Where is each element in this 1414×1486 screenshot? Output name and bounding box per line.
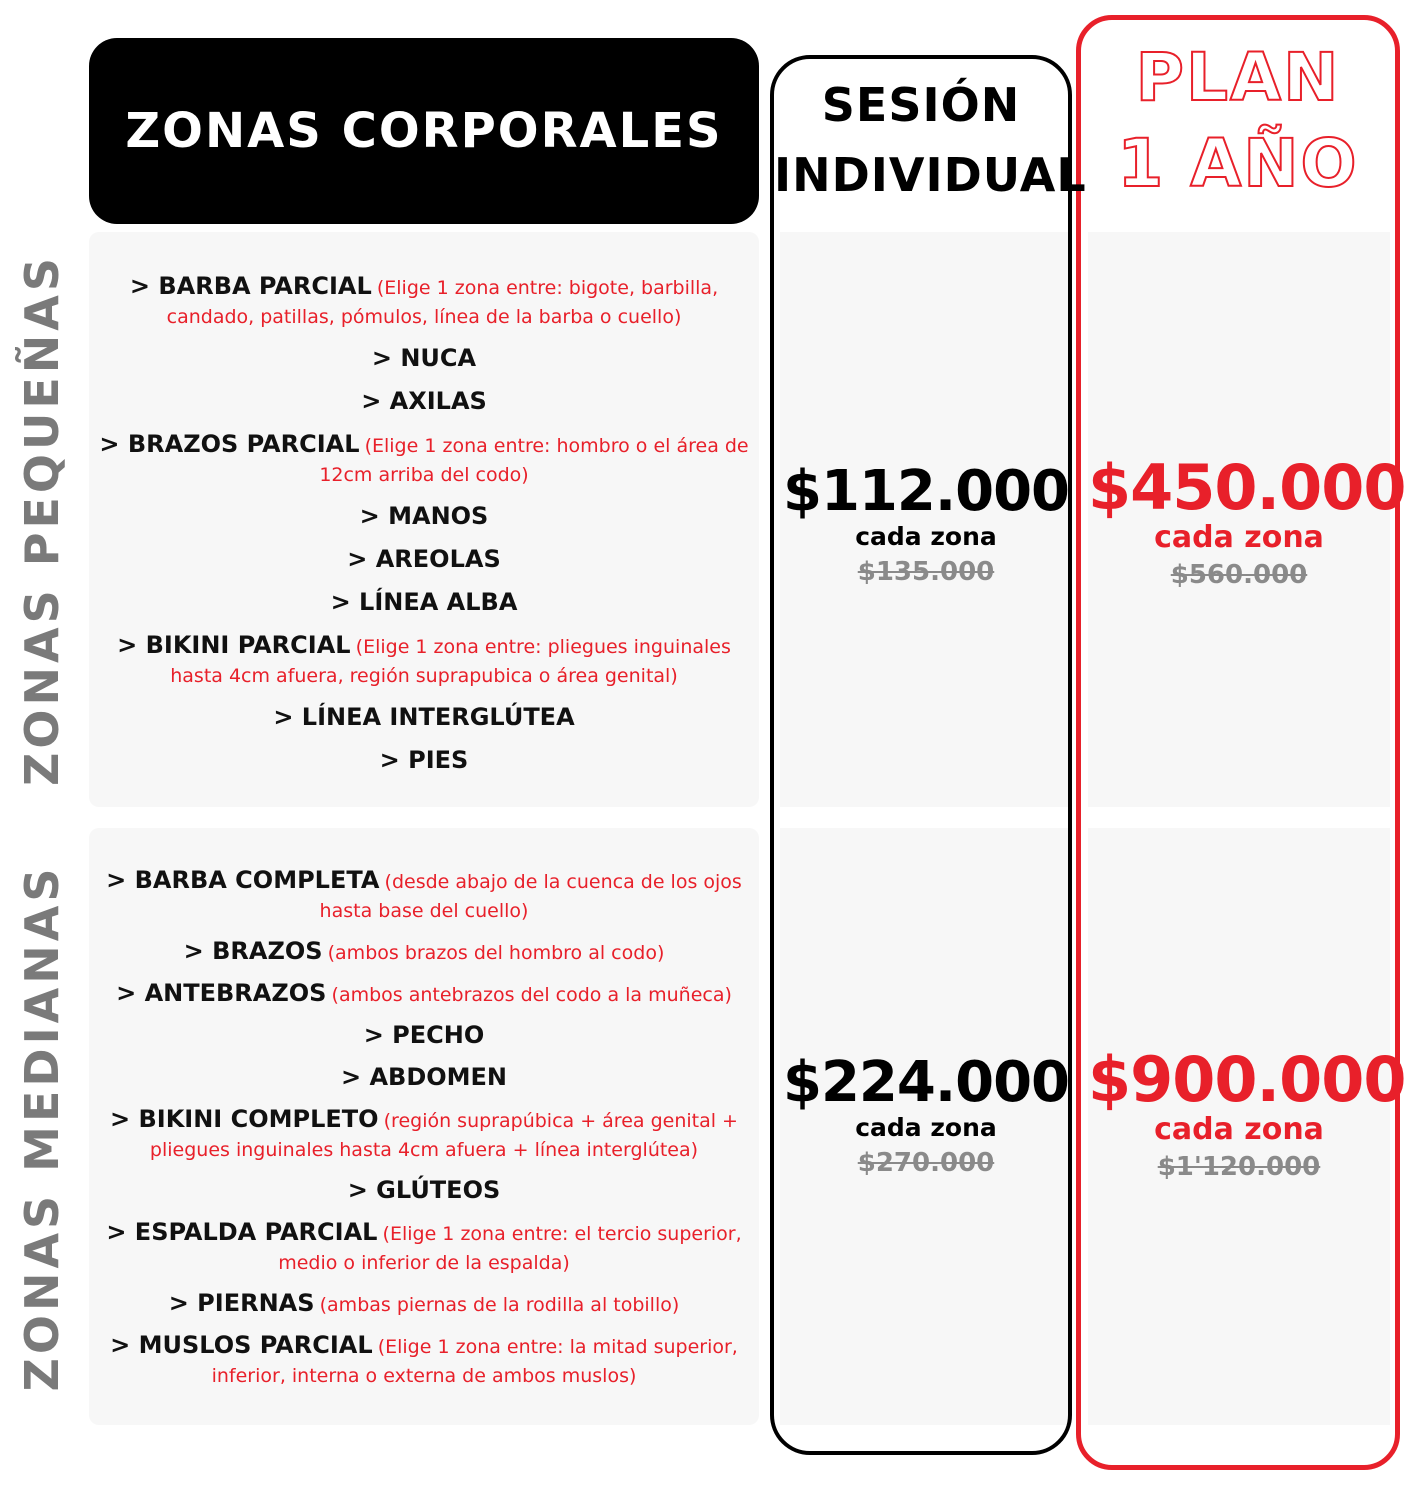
list-item	[93, 631, 755, 691]
individual-session-column	[770, 55, 1087, 1455]
plan-heading-line-2: 1 AÑO	[1117, 125, 1359, 202]
list-item	[93, 1218, 755, 1278]
list-item	[93, 1063, 755, 1094]
list-item	[93, 430, 755, 490]
individual-heading-line-1: SESIÓN	[821, 78, 1021, 132]
zone-name: > BARBA COMPLETA	[106, 866, 380, 894]
price-value: $900.000	[1088, 1043, 1406, 1116]
zone-name: > BRAZOS	[183, 937, 323, 965]
price-value: $450.000	[1088, 451, 1406, 524]
zone-name: > LÍNEA ALBA	[330, 588, 518, 616]
list-item	[93, 588, 755, 619]
list-item	[93, 746, 755, 777]
zone-note: (ambos antebrazos del codo a la muñeca)	[331, 984, 732, 1006]
price-unit: cada zona	[855, 1113, 997, 1142]
list-item	[93, 545, 755, 576]
old-price: $1'120.000	[1157, 1152, 1321, 1182]
medium-zones-list	[93, 866, 755, 1402]
zone-name: > PIERNAS	[168, 1289, 315, 1317]
zone-name: > AXILAS	[361, 387, 487, 415]
zone-name: > GLÚTEOS	[347, 1176, 501, 1204]
price-unit: cada zona	[1154, 520, 1324, 555]
plan-year-heading	[1080, 35, 1396, 207]
zone-name: > MUSLOS PARCIAL	[110, 1331, 373, 1359]
zone-note: (ambas piernas de la rodilla al tobillo)	[319, 1294, 680, 1316]
old-price: $560.000	[1170, 560, 1308, 590]
price-value: $224.000	[782, 1050, 1070, 1115]
zone-name: > PECHO	[363, 1021, 485, 1049]
medium-plan-price	[1088, 1043, 1406, 1187]
plan-year-column	[1076, 15, 1406, 1470]
zone-name: > BRAZOS PARCIAL	[99, 430, 360, 458]
zone-name: > BARBA PARCIAL	[129, 272, 372, 300]
list-item	[93, 387, 755, 418]
list-item	[93, 979, 755, 1010]
zone-note: (Elige 1 zona entre: el tercio superior, medio o inferior de la espalda)	[278, 1223, 742, 1274]
zone-name: > ANTEBRAZOS	[116, 979, 327, 1007]
price-value: $112.000	[782, 459, 1070, 524]
plan-heading-line-1: PLAN	[1135, 39, 1341, 116]
zone-name: > NUCA	[371, 344, 477, 372]
small-zones-side-label: ZONAS PEQUEÑAS	[15, 254, 69, 786]
list-item	[93, 1289, 755, 1320]
small-zones-list	[93, 272, 755, 789]
zone-note: (Elige 1 zona entre: la mitad superior, inferior, interna o externa de ambos muslos)	[211, 1336, 738, 1387]
medium-individual-price	[780, 1050, 1072, 1183]
zone-name: > AREOLAS	[347, 545, 501, 573]
list-item	[93, 1331, 755, 1391]
old-price: $270.000	[857, 1148, 995, 1178]
zone-name: > BIKINI PARCIAL	[117, 631, 351, 659]
list-item	[93, 344, 755, 375]
price-unit: cada zona	[855, 522, 997, 551]
individual-session-heading	[774, 70, 1087, 210]
list-item	[93, 866, 755, 926]
small-individual-price	[780, 459, 1072, 592]
list-item	[93, 1105, 755, 1165]
zone-name: > BIKINI COMPLETO	[110, 1105, 379, 1133]
list-item	[93, 272, 755, 332]
zone-note: (región suprapúbica + área genital + pliegues inguinales hasta 4cm afuera + línea interglútea)	[149, 1110, 738, 1161]
zone-name: > ABDOMEN	[340, 1063, 508, 1091]
zone-name: > ESPALDA PARCIAL	[106, 1218, 378, 1246]
zone-name: > MANOS	[359, 502, 489, 530]
medium-zones-side-label: ZONAS MEDIANAS	[15, 864, 69, 1392]
zone-name: > LÍNEA INTERGLÚTEA	[273, 703, 575, 731]
list-item	[93, 502, 755, 533]
zone-note: (desde abajo de la cuenca de los ojos hasta base del cuello)	[319, 871, 742, 922]
zone-name: > PIES	[379, 746, 469, 774]
zone-note: (Elige 1 zona entre: bigote, barbilla, candado, patillas, pómulos, línea de la barba o cuello)	[166, 277, 719, 328]
old-price: $135.000	[857, 557, 995, 587]
zone-note: (ambos brazos del hombro al codo)	[327, 942, 665, 964]
list-item	[93, 1176, 755, 1207]
list-item	[93, 937, 755, 968]
zone-note: (Elige 1 zona entre: pliegues inguinales hasta 4cm afuera, región suprapubica o área genital)	[170, 636, 731, 687]
page-title: ZONAS CORPORALES	[89, 38, 759, 224]
list-item	[93, 1021, 755, 1052]
small-plan-price	[1088, 451, 1406, 595]
individual-heading-line-2: INDIVIDUAL	[774, 148, 1087, 202]
zone-note: (Elige 1 zona entre: hombro o el área de 12cm arriba del codo)	[319, 435, 749, 486]
price-unit: cada zona	[1154, 1112, 1324, 1147]
list-item	[93, 703, 755, 734]
